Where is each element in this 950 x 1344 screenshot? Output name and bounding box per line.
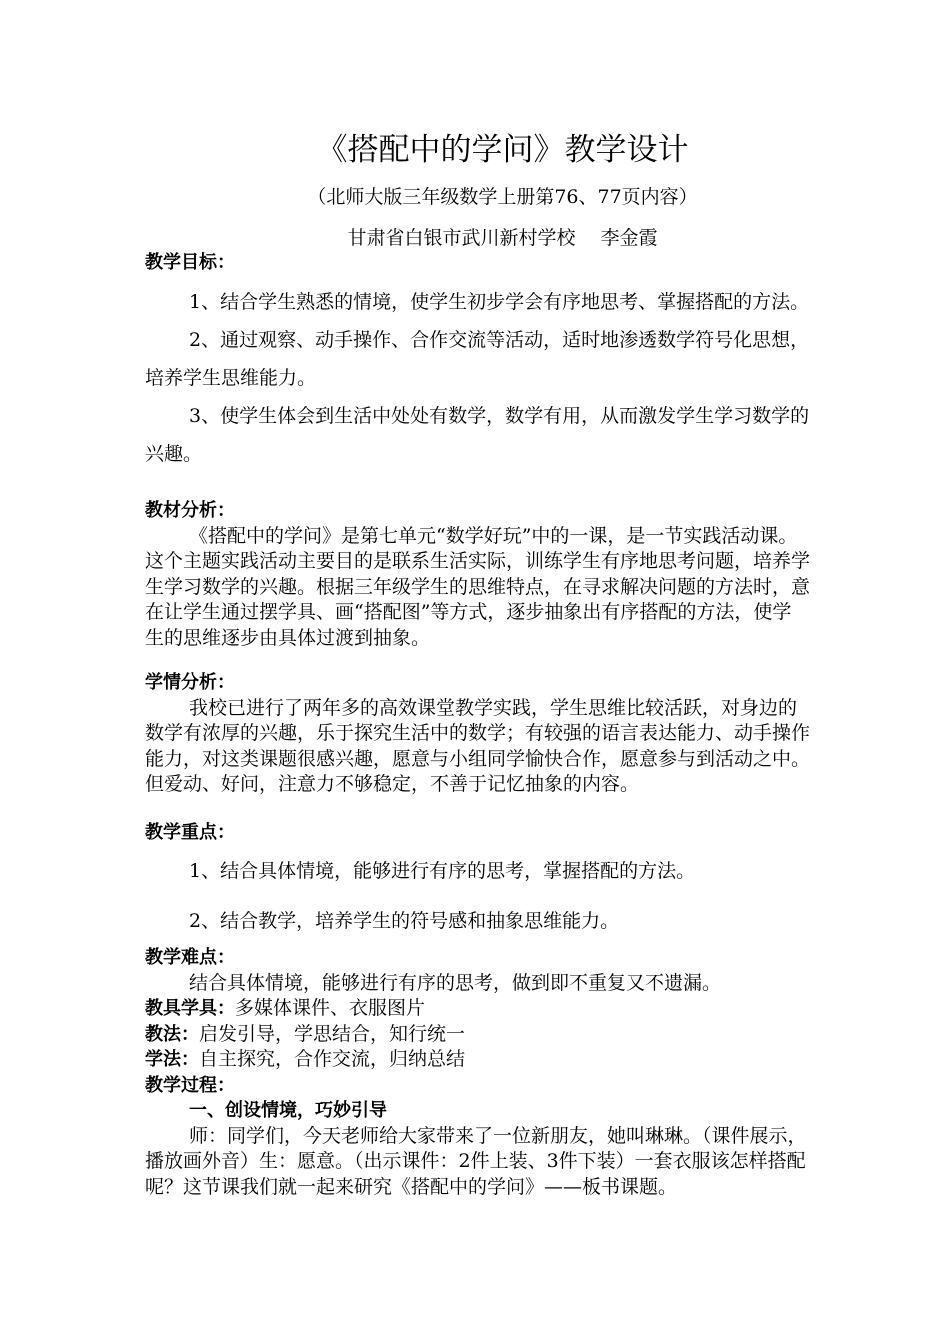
methods-section: [145, 996, 810, 1200]
keypoints-heading: 教学重点：: [145, 822, 235, 843]
process-step1: 一、创设情境，巧妙引导: [189, 1100, 387, 1121]
difficulty-heading: 教学难点：: [145, 947, 235, 968]
material-section: [145, 498, 810, 651]
keypoint-item: 2、结合教学，培养学生的符号感和抽象思维能力。: [189, 910, 620, 932]
difficulty-text: 结合具体情境，能够进行有序的思考，做到即不重复又不遗漏。: [189, 971, 722, 994]
tools-text: 多媒体课件、衣服图片: [235, 997, 426, 1019]
keypoints-section: [145, 820, 810, 935]
method-text: 启发引导，学思结合，知行统一: [199, 1022, 466, 1045]
process-text: 师：同学们，今天老师给大家带来了一位新朋友，她叫琳琳。（课件展示，播放画外音）生：愿意。（出示课件：2件上装、3件下装）一套衣服该怎样搭配呢？这节课我们就一起来研究《搭配中的学问》——板书课题。: [145, 1124, 807, 1198]
tools-heading: 教具学具：: [145, 998, 235, 1019]
doc-title: 《搭配中的学问》教学设计: [316, 132, 689, 168]
goal-item: 1、结合学生熟悉的情境，使学生初步学会有序地思考、掌握搭配的方法。: [189, 291, 810, 313]
difficulty-section: [145, 945, 810, 996]
goals-list: [145, 283, 810, 473]
tools-line: [145, 996, 810, 1022]
goal-item: 3、使学生体会到生活中处处有数学，数学有用，从而激发学生学习数学的兴趣。: [145, 405, 810, 465]
material-text: 《搭配中的学问》是第七单元“数学好玩”中的一课，是一节实践活动课。这个主题实践活动主要目的是联系生活实际，训练学生有序地思考问题，培养学生学习数学的兴趣。根据三年级学生的思维特点，在寻求解决问题的方法时，意在让学生通过摆学具、画“搭配图”等方式，逐步抽象出有序搭配的方法，使学生的思维逐步由具体过渡到抽象。: [145, 524, 811, 649]
learning-text: 自主探究，合作交流，归纳总结: [199, 1048, 466, 1070]
students-heading: 学情分析：: [145, 672, 235, 693]
material-heading: 教材分析：: [145, 500, 235, 521]
process-heading: 教学过程：: [145, 1074, 235, 1096]
goal-item: 2、通过观察、动手操作、合作交流等活动，适时地渗透数学符号化思想，培养学生思维能力。: [145, 329, 810, 389]
method-line: [145, 1022, 810, 1048]
method-heading: 教法：: [145, 1023, 199, 1045]
doc-subtitle: （北师大版三年级数学上册第76、77页内容）: [307, 186, 698, 208]
learning-heading: 学法：: [145, 1049, 199, 1070]
students-text: 我校已进行了两年多的高效课堂教学实践，学生思维比较活跃，对身边的数学有浓厚的兴趣，乐于探究生活中的数学；有较强的语言表达能力、动手操作能力，对这类课题很感兴趣，愿意与小组同学愉快合作，愿意参与到活动之中。但爱动、好问，注意力不够稳定，不善于记忆抽象的内容。: [145, 696, 811, 795]
goals-section: [145, 250, 810, 473]
doc-author: 甘肃省白银市武川新村学校 李金霞: [347, 227, 658, 249]
learning-line: [145, 1047, 810, 1073]
keypoint-item: 1、结合具体情境，能够进行有序的思考，掌握搭配的方法。: [189, 860, 696, 882]
students-section: [145, 670, 810, 798]
goals-heading: 教学目标：: [145, 252, 235, 273]
